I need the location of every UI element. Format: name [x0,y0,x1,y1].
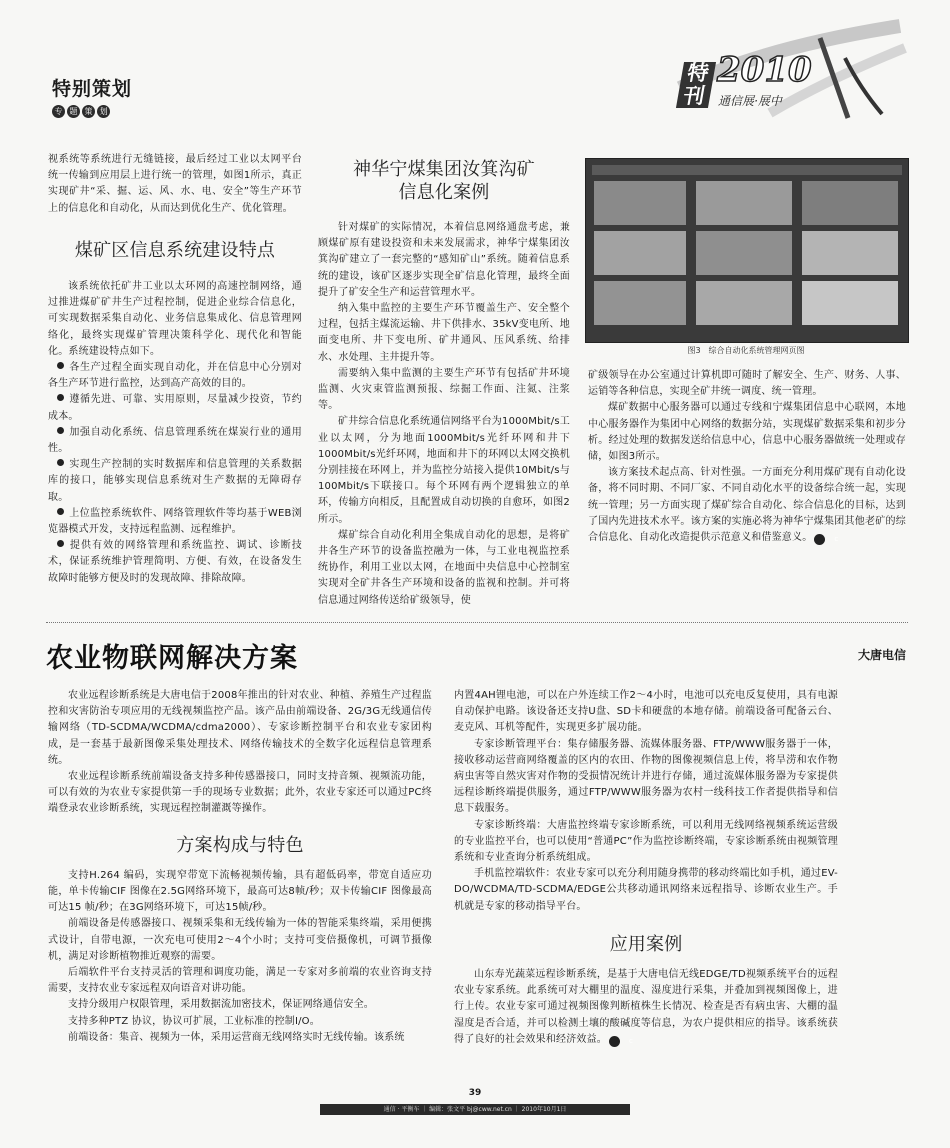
bullet-text: 遵循先进、可靠、实用原则，尽量减少投资，节约成本。 [48,394,302,422]
paragraph: 支持分级用户权限管理，采用数据流加密技术，保证网络通信安全。 [68,999,374,1011]
bullet-item [48,506,302,538]
bullet-icon [57,394,64,401]
bullet-icon [57,540,64,547]
intro-paragraph: 视系统等系统进行无缝链接，最后经过工业以太网平台统一传输到应用层上进行统一的管理，如图1所示，真正实现矿井“采、掘、运、风、水、电、安全”等生产环节上的信息化和自动化，从而达到优化生产、优化管理。 [48,154,302,214]
paragraph-text: 该方案技术起点高、针对性强。一方面充分利用煤矿现有自动化设备，将不同时期、不同厂家、不同自动化水平的设备综合统一起，实现统一管理；另一方面实现了煤矿综合自动化、综合信息化的目标，达到了国内先进技术水平。该方案的实施必将为神华宁煤集团其他老矿的综合信息化、自动化改造提供示范意义和借鉴意义。 [588,467,906,544]
bullet-icon [57,508,64,515]
case-title-line: 神华宁煤集团汝箕沟矿 [353,159,535,180]
section-badges [52,99,112,118]
paragraph: 支持H.264 编码，实现窄带宽下流畅视频传输，具有超低码率，带宽自适应功能，单卡传输CIF 图像在2.5G网络环境下，最高可达8帧/秒；双卡传输CIF 图像最高可达15 帧/秒；在3G网络环境下，可达15帧/秒。 [48,869,432,914]
paragraph: 煤矿综合自动化利用全集成自动化的思想，是将矿井各生产环节的设备监控融为一体，与工业电视监控系统协作，利用工业以太网，在地面中央信息中心控制室实现对全矿井各生产环境和设备的监视和控制。并可将信息通过网络传送给矿级领导，使 [318,529,570,606]
paragraph: 需要纳入集中监测的主要生产环节有包括矿井环境监测、火灾束管监测预报、综掘工作面、注氮、注浆等。 [318,367,570,412]
paragraph [454,967,838,1048]
banner-special-label: 特刊 [676,62,716,108]
figure-caption: 图3 综合自动化系统管理网页图 [687,346,805,355]
top-middle-column [318,158,570,609]
article-title: 农业物联网解决方案 [46,643,298,674]
bullet-text: 实现生产控制的实时数据库和信息管理的关系数据库的接口，能够实现信息系统对生产数据的无障碍存取。 [48,459,302,503]
paragraph-text: 山东寿光蔬菜远程诊断系统，是基于大唐电信无线EDGE/TD视频系统平台的远程农业专家系统。此系统可对大棚里的温度、湿度进行采集，并叠加到视频图像上，进行上传。农业专家可通过视频图像判断植株生长情况、检查是否有病虫害、大棚的温湿度是否合适，并可以检测土壤的酸碱度等信息，为农户提供相应的指导。该系统获得了良好的社会效果和经济效益。 [454,969,838,1045]
section-heading: 应用案例 [609,933,683,955]
badge: 题 [67,105,80,118]
paragraph: 前端设备：集音、视频为一体，采用运营商无线网络实时无线传输。该系统 [68,1031,405,1043]
article-author: 大唐电信 [857,648,906,662]
bullet-icon [57,459,64,466]
bullet-item [48,425,302,457]
paragraph: 前端设备是传感器接口、视频采集和无线传输为一体的智能采集终端，采用便携式设计，自带电源，一次充电可使用2～4个小时；支持可变倍摄像机，可调节摄像机，满足对诊断植物推近观察的需要。 [48,918,432,962]
banner-subtitle: 通信展·展中 [718,94,782,108]
page-number: 39 [468,1088,482,1098]
bullet-icon [57,362,64,369]
paragraph: 内置4AH锂电池，可以在户外连续工作2～4小时，电池可以充电反复使用，具有电源自动保护电路。该设备还支持U盘、SD卡和硬盘的本地存储。前端设备可配备云台、麦克风、耳机等配件，实现更多扩展功能。 [454,690,838,734]
badge: 策 [82,105,95,118]
banner-year: 2010 [717,50,812,90]
section-divider [46,622,908,623]
paragraph: 后端软件平台支持灵活的管理和调度功能，满足一专家对多前端的农业咨询支持需要，支持农业专家远程双向语音对讲功能。 [48,967,432,995]
bullet-item [48,392,302,424]
bullet-item [48,360,302,392]
bullet-text: 上位监控系统软件、网络管理软件等均基于WEB浏览器模式开发，支持远程监测、远程维护。 [48,507,302,536]
bottom-right-column [454,688,838,1048]
bullet-text: 提供有效的网络管理和系统监控、调试、诊断技术，保证系统维护管理简明、方便、有效，在设备发生故障时能够方便及时的发现故障、排除故障。 [48,540,302,584]
badge: 专 [52,105,65,118]
figure-3-image [585,158,909,343]
section-heading: 方案构成与特色 [176,834,304,856]
paragraph: 农业远程诊断系统是大唐电信于2008年推出的针对农业、种植、养殖生产过程监控和灾害防治专项应用的无线视频监控产品。该产品由前端设备、2G/3G无线通信传输网络（TD-SCDMA/WCDMA/cdma2000）、专家诊断控制平台和农业专家团构成，是一套基于最新图像采集处理技术、网络传输技术的全数字化远程信息管理系统。 [48,690,432,766]
bottom-left-column [48,688,432,1046]
paragraph: 专家诊断管理平台：集存储服务器、流媒体服务器、FTP/WWW服务器于一体，接收移动运营商网络覆盖的区内的农田、作物的图像视频信息上传，将旱涝和农作物病虫害等自然灾害对作物的受损情况统计并进行存储，通过流媒体服务器为专家提供远程诊断终端提供服务，通过FTP/WWW服务器为农村一线科技工作者提供指导和信息下载服务。 [454,738,838,815]
paragraph: 手机监控端软件：农业专家可以充分利用随身携带的移动终端比如手机，通过EV-DO/WCDMA/TD-SCDMA/EDGE公共移动通讯网络来远程指导、诊断农业生产。手机就是专家的移动指导平台。 [454,868,838,912]
bullet-item [48,457,302,506]
paragraph: 煤矿数据中心服务器可以通过专线和宁煤集团信息中心联网，本地中心服务器作为集团中心网络的数据分站，实现煤矿数据采集和初步分析。经过处理的数据发送给信息中心，信息中心服务器做统一处理或存储，如图3所示。 [588,402,906,463]
bullet-text: 各生产过程全面实现自动化，并在信息中心分别对各生产环节进行监控，达到高产高效的目的。 [48,362,302,390]
paragraph: 针对煤矿的实际情况，本着信息网络通盘考虑，兼顾煤矿原有建设投资和未来发展需求，神华宁煤集团汝箕沟矿建立了一套完整的“感知矿山”系统。随着信息系统的建设，该矿区逐步实现全矿信息化管理，最终全面提升了矿安全生产和运营管理水平。 [318,222,570,298]
paragraph: 该系统依托矿井工业以太环网的高速控制网络，通过推进煤矿矿井生产过程控制，促进企业综合信息化，可实现数据采集自动化、业务信息集成化、信息管理网络化，最终实现煤矿管理决策科学化、现代化和智能化。系统建设特点如下。 [48,281,302,357]
bullet-icon [57,427,64,434]
section-title: 特别策划 [52,78,133,100]
bullet-text: 加强自动化系统、信息管理系统在煤炭行业的通用性。 [48,426,302,455]
paragraph: 支持多种PTZ 协议，协议可扩展，工业标准的控制I/O。 [68,1015,320,1027]
end-mark-icon: c [814,534,825,545]
case-title [318,158,570,204]
badge: 划 [97,105,110,118]
top-left-column [48,152,302,587]
end-mark-icon: c [609,1036,620,1047]
case-title-line: 信息化案例 [398,182,490,203]
paragraph: 矿级领导在办公室通过计算机即可随时了解安全、生产、财务、人事、运销等各种信息，实现全矿井统一调度、统一管理。 [588,370,906,398]
paragraph: 矿井综合信息化系统通信网络平台为1000Mbit/s工业以太网，分为地面1000Mbit/s光纤环网和井下1000Mbit/s光纤环网，地面和井下的环网以太网交换机分别挂接在环网上，并为监控分站接入提供10Mbit/s与100Mbit/s下联接口。每个环网有两个逻辑独立的单环，传输方向相反，且配置成自动切换的自愈环，如图2所示。 [318,416,570,525]
section-heading: 煤矿区信息系统建设特点 [74,239,276,261]
paragraph: 专家诊断终端：大唐监控终端专家诊断系统，可以利用无线网络视频系统运营级的专业监控平台，也可以使用“普通PC”作为监控诊断终端，专家诊断系统由视频管理系统和专业查询分析系统组成。 [454,819,838,864]
top-right-column [588,368,906,546]
paragraph: 农业远程诊断系统前端设备支持多种传感器接口，同时支持音频、视频流功能，可以有效的为农业专家提供第一手的现场专业数据；此外，农业专家还可以通过PC终端登录农业诊断系统，实现远程控制灌溉等操作。 [48,771,432,815]
paragraph: 纳入集中监控的主要生产环节覆盖生产、安全整个过程，包括主煤流运输、井下供排水、35kV变电所、地面变电所、井下变电所、矿井通风、压风系统、给排水、水处理、主井提升等。 [318,303,570,363]
footer-fine-print: 通信 · 平衡车 ｜ 编辑：张文平 bj@cww.net.cn ｜ 2010年10月1日 [383,1106,567,1113]
bullet-item [48,538,302,587]
paragraph [588,465,906,546]
special-issue-banner [620,18,910,128]
